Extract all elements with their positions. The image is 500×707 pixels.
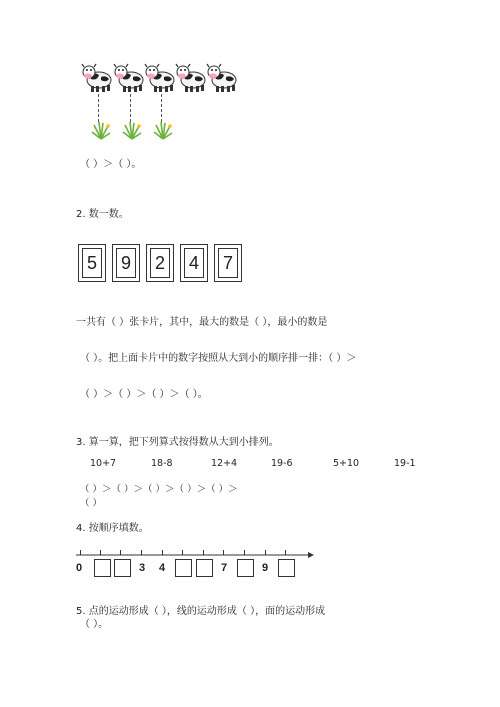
answer-box[interactable]	[94, 559, 111, 577]
q3-line-1: （ ）＞（ ）＞（ ）＞（ ）＞（ ）＞	[80, 484, 238, 495]
q5-line-1: 5. 点的运动形成（ ），线的运动形成（ ），面的运动形成	[76, 606, 326, 617]
cow-icon	[113, 63, 146, 93]
number-line-label: 3	[139, 562, 146, 574]
tick-mark	[141, 550, 142, 555]
answer-box[interactable]	[175, 559, 192, 577]
tick-mark	[100, 550, 101, 555]
tick-mark	[265, 550, 266, 555]
cow-icon	[144, 63, 177, 93]
grass-icon	[90, 120, 112, 140]
expression: 19-1	[394, 458, 416, 469]
q3-line-2: （ ）	[80, 498, 103, 509]
answer-box[interactable]	[278, 559, 295, 577]
tick-mark	[285, 550, 286, 555]
q2-line-1: 一共有（ ）张卡片，其中，最大的数是（ ），最小的数是	[76, 317, 328, 328]
answer-box[interactable]	[196, 559, 213, 577]
grass-icon	[121, 120, 143, 140]
number-line-label: 9	[262, 562, 269, 574]
number-card	[78, 244, 106, 282]
q5-line-2: （ ）。	[80, 619, 109, 630]
q2-line-3: （ ）＞（ ）＞（ ）＞（ ）。	[80, 389, 208, 400]
card-digit: 5	[82, 248, 102, 278]
q3-heading: 3. 算一算，把下列算式按得数从大到小排列。	[76, 437, 279, 448]
q2-line-2: （ ）。把上面卡片中的数字按照从大到小的顺序排一排：（ ）＞	[80, 353, 357, 364]
card-digit: 9	[116, 248, 136, 278]
expression: 10+7	[90, 458, 117, 469]
dashed-connector	[130, 94, 131, 122]
expression: 5+10	[333, 458, 360, 469]
number-card	[146, 244, 174, 282]
expression: 19-6	[271, 458, 293, 469]
cow-icon	[175, 63, 208, 93]
tick-mark	[244, 550, 245, 555]
number-line-label: 4	[159, 562, 166, 574]
q2-heading: 2. 数一数。	[76, 209, 129, 220]
grass-icon	[152, 120, 174, 140]
card-digit: 2	[150, 248, 170, 278]
card-digit: 7	[218, 248, 238, 278]
q4-heading: 4. 按顺序填数。	[76, 523, 149, 534]
dashed-connector	[98, 94, 99, 122]
tick-mark	[223, 550, 224, 555]
answer-box[interactable]	[114, 559, 131, 577]
expression: 18-8	[151, 458, 173, 469]
dashed-connector	[161, 94, 162, 122]
answer-box[interactable]	[237, 559, 254, 577]
tick-mark	[162, 550, 163, 555]
cow-icon	[206, 63, 239, 93]
number-line-label: 7	[221, 562, 228, 574]
tick-mark	[80, 550, 81, 555]
tick-mark	[120, 550, 121, 555]
tick-mark	[203, 550, 204, 555]
number-card	[214, 244, 242, 282]
number-card	[180, 244, 208, 282]
expression: 12+4	[211, 458, 238, 469]
card-digit: 4	[184, 248, 204, 278]
q1-answer-line: （ ）＞（ ）。	[80, 159, 142, 170]
cow-icon	[81, 63, 114, 93]
number-line-label: 0	[76, 562, 83, 574]
tick-mark	[182, 550, 183, 555]
number-card	[112, 244, 140, 282]
